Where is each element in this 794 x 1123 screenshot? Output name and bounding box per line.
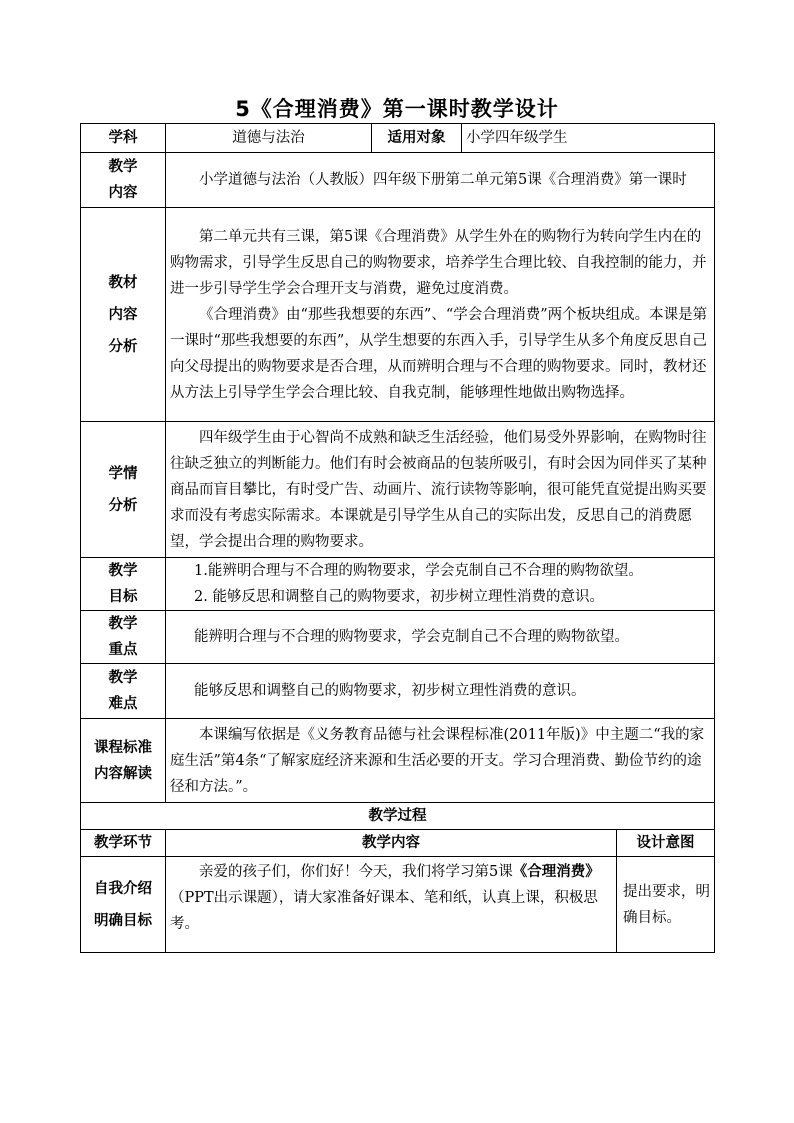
subject-value: 道德与法治 xyxy=(166,124,372,153)
audience-label: 适用对象 xyxy=(372,124,462,153)
material-paragraph: 《合理消费》由“那些我想要的东西”、“学会合理消费”两个板块组成。本课是第一课时“那些我想要的东西”，从学生想要的东西入手，引导学生从多个角度反思自己向父母提出的购物要求是否合理，从而辨明合理与不合理的购物要求。同时，教材还从方法上引导学生学会合理比较、自我克制，能够理性地做出购物选择。 xyxy=(170,306,708,401)
label-line: 分析 xyxy=(108,338,138,355)
process-content-pre: 亲爱的孩子们，你们好！今天，我们将学习第5课 xyxy=(199,864,513,880)
label-line: 内容解读 xyxy=(94,765,152,782)
standard-text-cell xyxy=(166,719,715,803)
label-line: 课程标准 xyxy=(94,739,152,756)
label-line: 内容 xyxy=(108,306,138,323)
material-paragraph: 第二单元共有三课，第5课《合理消费》从学生外在的购物行为转向学生内在的购物需求，引导学生反思自己的购物要求，培养学生合理比较、自我控制的能力，并进一步引导学生学会合理开支与消费，避免过度消费。 xyxy=(170,228,707,297)
process-content-post: （PPT出示课题），请大家准备好课本、笔和纸，认真上课，积极思考。 xyxy=(170,890,598,932)
learner-row xyxy=(81,422,715,558)
goal-item: 1.能辨明合理与不合理的购物要求，学会克制自己不合理的购物欲望。 xyxy=(194,563,643,579)
content-row xyxy=(81,153,715,208)
col-content-header: 教学内容 xyxy=(166,830,617,857)
page-title: 5《合理消费》第一课时教学设计 xyxy=(235,97,559,121)
label-line: 教学 xyxy=(108,159,138,175)
stage-line: 自我介绍 xyxy=(94,880,152,897)
label-line: 难点 xyxy=(108,696,138,712)
key-point-text-cell xyxy=(166,611,715,664)
difficulty-text-cell xyxy=(166,664,715,719)
material-label xyxy=(81,208,166,422)
label-line: 目标 xyxy=(108,589,138,605)
learner-text-cell xyxy=(166,422,715,558)
content-text-cell xyxy=(166,153,715,208)
col-stage-header: 教学环节 xyxy=(81,830,166,857)
process-row xyxy=(81,857,715,953)
standard-text: 本课编写依据是《义务教育品德与社会课程标准(2011年版)》中主题二“我的家庭生活”第4条“了解家庭经济来源和生活必要的开支。学习合理消费、勤俭节约的途径和方法。”。 xyxy=(170,726,705,795)
label-line: 学情 xyxy=(108,465,138,482)
info-row xyxy=(81,124,715,153)
process-heading-row xyxy=(81,803,715,830)
goals-text-cell xyxy=(166,558,715,611)
col-intent-header: 设计意图 xyxy=(617,830,715,857)
lesson-plan-table xyxy=(80,123,715,953)
label-line: 教学 xyxy=(108,670,138,686)
difficulty-label xyxy=(81,664,166,719)
key-point-text: 能辨明合理与不合理的购物要求，学会克制自己不合理的购物欲望。 xyxy=(194,629,629,645)
process-content-lesson-title: 《合理消费》 xyxy=(512,863,600,880)
difficulty-row xyxy=(81,664,715,719)
process-heading: 教学过程 xyxy=(81,803,715,830)
process-intent-cell: 提出要求，明确目标。 xyxy=(617,857,715,953)
standard-label xyxy=(81,719,166,803)
content-text: 小学道德与法治（人教版）四年级下册第二单元第5课《合理消费》第一课时 xyxy=(199,172,687,188)
label-line: 分析 xyxy=(108,497,138,514)
label-line: 教学 xyxy=(108,616,138,632)
key-point-row xyxy=(81,611,715,664)
material-row xyxy=(81,208,715,422)
key-point-label xyxy=(81,611,166,664)
learner-text: 四年级学生由于心智尚不成熟和缺乏生活经验，他们易受外界影响，在购物时往往缺乏独立的判断能力。他们有时会被商品的包装所吸引，有时会因为同伴买了某种商品而盲目攀比，有时受广告、动画片、流行读物等影响，很可能凭直觉提出购买要求而没有考虑实际需求。本课就是引导学生从自己的实际出发，反思自己的消费愿望，学会提出合理的购物要求。 xyxy=(170,429,707,550)
process-content-text xyxy=(170,859,612,937)
learner-label xyxy=(81,422,166,558)
audience-value: 小学四年级学生 xyxy=(462,124,715,153)
standard-row xyxy=(81,719,715,803)
label-line: 教学 xyxy=(108,563,138,579)
subject-label: 学科 xyxy=(81,124,166,153)
content-label xyxy=(81,153,166,208)
stage-cell xyxy=(81,857,166,953)
goal-item: 2. 能够反思和调整自己的购物要求，初步树立理性消费的意识。 xyxy=(194,589,604,605)
goals-row xyxy=(81,558,715,611)
goals-label xyxy=(81,558,166,611)
label-line: 内容 xyxy=(108,185,138,201)
stage-line: 明确目标 xyxy=(94,912,152,929)
material-text-cell xyxy=(166,208,715,422)
process-header-row xyxy=(81,830,715,857)
label-line: 教材 xyxy=(108,274,138,291)
label-line: 重点 xyxy=(108,642,138,658)
process-content-cell xyxy=(166,857,617,953)
difficulty-text: 能够反思和调整自己的购物要求，初步树立理性消费的意识。 xyxy=(194,683,586,699)
